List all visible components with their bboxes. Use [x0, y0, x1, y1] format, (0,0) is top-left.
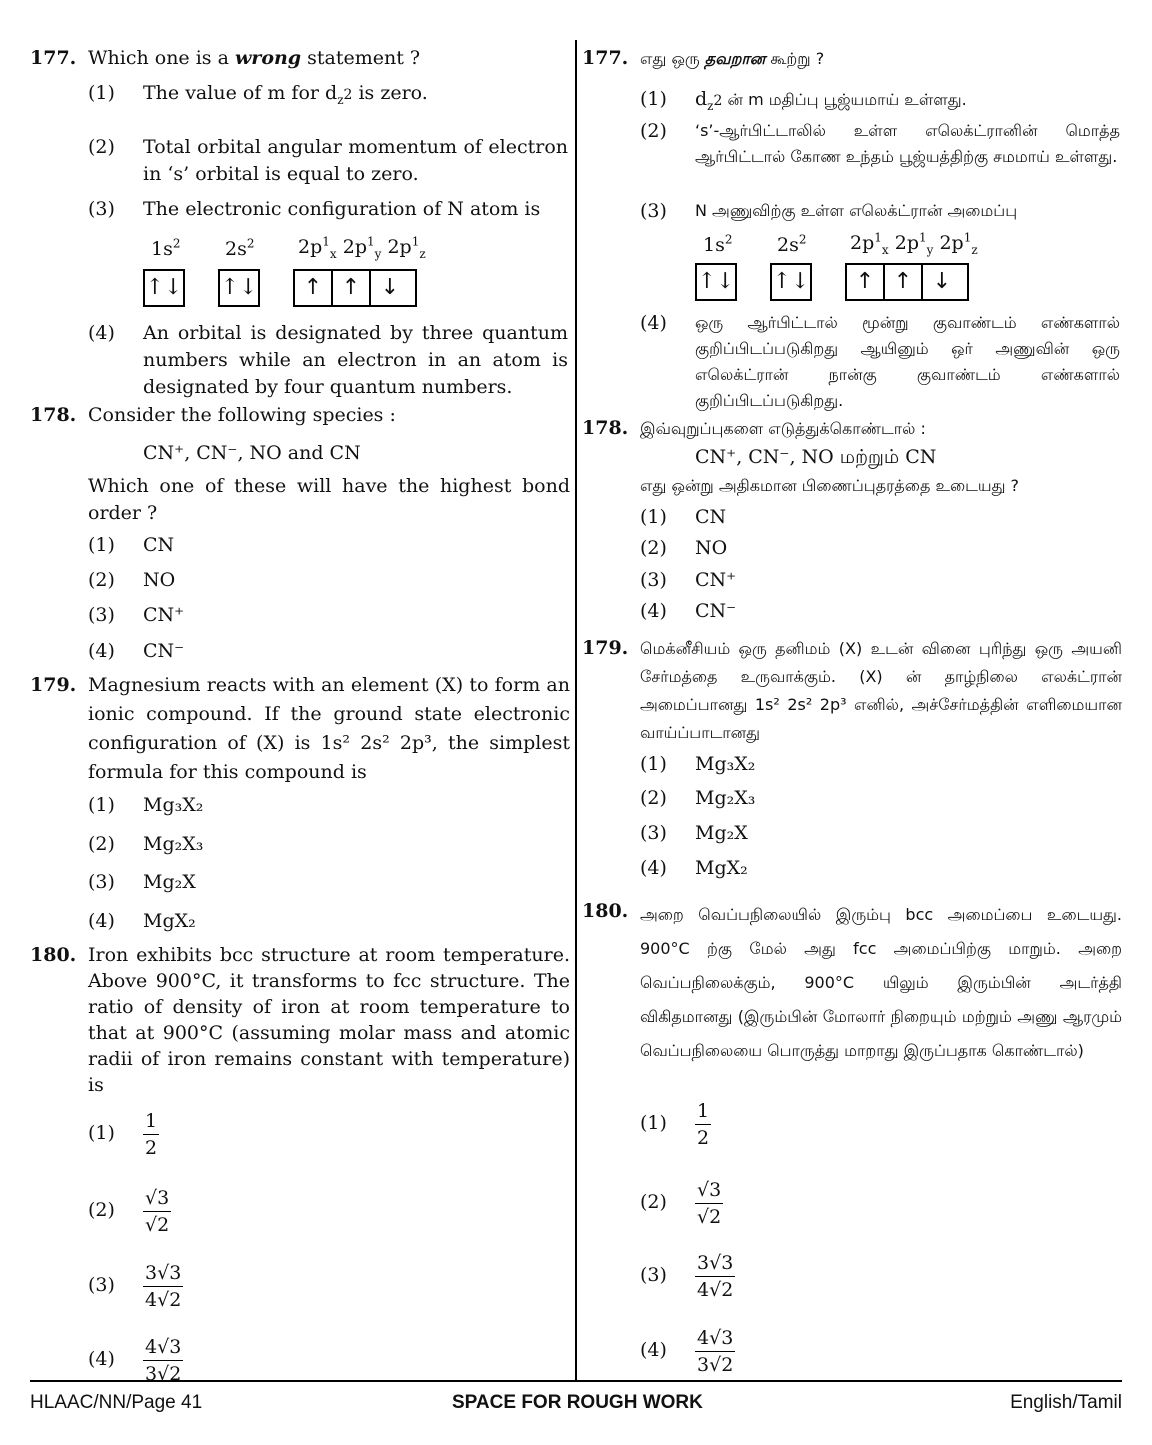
orbital-box-2s: ↑↓	[218, 269, 260, 307]
footer-rule	[30, 1380, 1122, 1382]
species-list: CN⁺, CN⁻, NO மற்றும் CN	[695, 446, 937, 468]
question-177-en	[30, 45, 570, 72]
question-number: 177.	[30, 47, 77, 69]
question-178-text: எது ஒன்று அதிகமான பிணைப்புதரத்தை உடையது ?	[640, 476, 1020, 495]
question-178-text: Which one of these will have the highest bond order ?	[88, 475, 570, 524]
orbital-diagram-ta: $1s^2$ $2s^2$ $2p^1_x$ $2p^1_y$ $2p^1_z$ ↑↓ ↑↓ ↑ ↑ ↓	[695, 228, 995, 308]
footer-rough-work: SPACE FOR ROUGH WORK	[452, 1392, 703, 1413]
question-179-en: 179. Magnesium reacts with an element (X) to form an ionic compound. If the ground state electronic configuration of (X) is 1s² 2s² 2p³, the simplest formula for this compound is	[30, 674, 570, 783]
question-178-en: 178. Consider the following species :	[30, 404, 396, 426]
footer-language: English/Tamil	[1010, 1392, 1122, 1413]
question-180-ta: 180. அறை வெப்பநிலையில் இரும்பு bcc அமைப்பை உடையது. 900°C ற்கு மேல் அது fcc அமைப்பிற்கு மாறும். அறை வெப்பநிலைக்கும், 900°C யிலும் இரும்பின் அடர்த்தி விகிதமானது (இரும்பின் மோலார் நிறையும் மற்றும் அணு ஆரமும் வெப்பநிலையை பொருத்து மாறாது இருப்பதாக கொண்டால்)	[582, 900, 1122, 1060]
orbital-box-1s: ↑↓	[143, 269, 185, 307]
orbital-box-1s: ↑↓	[695, 263, 737, 301]
question-stem: Which one is a wrong statement ?	[88, 47, 421, 69]
orbital-box-2s: ↑↓	[770, 263, 812, 301]
orbital-box-2p: ↑ ↑ ↓	[293, 269, 417, 307]
question-177-ta: 177. எது ஒரு தவறான கூற்று ?	[582, 47, 825, 69]
question-180-en: 180. Iron exhibits bcc structure at room temperature. Above 900°C, it transforms to fcc structure. The ratio of density of iron at room temperature to that at 900°C (assuming molar mass and atomic radii of iron remains constant with temperature) is	[30, 944, 570, 1096]
orbital-diagram-en: $1s^2$ $2s^2$ $2p^1_x$ $2p^1_y$ $2p^1_z$ ↑↓ ↑↓ ↑ ↑ ↓	[143, 232, 443, 312]
footer-page-code: HLAAC/NN/Page 41	[30, 1392, 203, 1413]
question-179-ta: 179. மெக்னீசியம் ஒரு தனிமம் (X) உடன் வினை புரிந்து ஒரு அயனி சேர்மத்தை உருவாக்கும். (X) ன் தாழ்நிலை எலக்ட்ரான் அமைப்பானது 1s² 2s² 2p³ எனில், அச்சேர்மத்தின் எளிமையான வாய்ப்பாடானது	[582, 637, 1122, 742]
species-list: CN⁺, CN⁻, NO and CN	[143, 442, 361, 464]
column-divider	[575, 40, 577, 1380]
orbital-box-2p: ↑ ↑ ↓	[845, 263, 969, 301]
question-178-ta: 178. இவ்வுறுப்புகளை எடுத்துக்கொண்டால் :	[582, 417, 926, 439]
